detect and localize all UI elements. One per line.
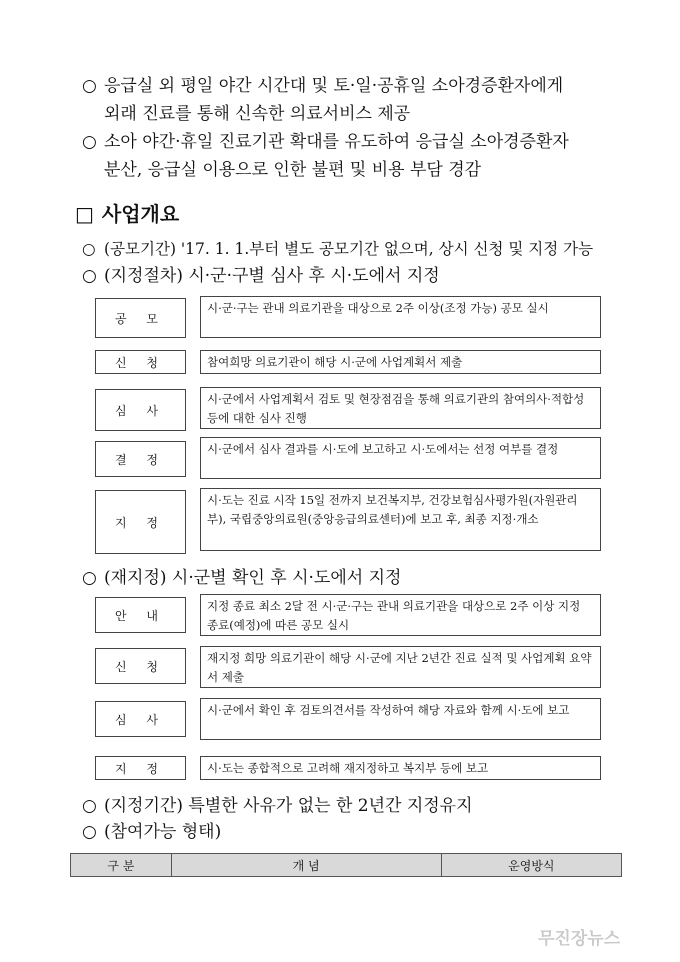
procedure-step-label: 심 사: [95, 389, 186, 431]
redesignation-step-desc: 재지정 희망 의료기관이 해당 시·군에 지난 2년간 진료 실적 및 사업계획 요약서 제출: [200, 646, 601, 688]
procedure-step-desc: 시·도는 진료 시작 15일 전까지 보건복지부, 건강보험심사평가원(자원관리부), 국립중앙의료원(중앙응급의료센터)에 보고 후, 최종 지정·개소: [200, 488, 601, 551]
procedure-heading-text: (지정절차) 시·군·구별 심사 후 시·도에서 지정: [104, 266, 440, 286]
participation-table-header: [70, 853, 622, 877]
circle-bullet-icon: ○: [82, 240, 96, 258]
redesignation-step-desc: 지정 종료 최소 2달 전 시·군·구는 관내 의료기관을 대상으로 2주 이상 지정 종료(예정)에 따른 공모 실시: [200, 594, 601, 636]
circle-bullet-icon: ○: [82, 796, 97, 816]
watermark-text: 무진장뉴스: [538, 929, 621, 949]
section-heading: [75, 198, 179, 227]
circle-bullet-icon: ○: [82, 76, 97, 96]
procedure-step-label: 지 정: [95, 490, 186, 554]
procedure-step-desc: 시·군·구는 관내 의료기관을 대상으로 2주 이상(조정 가능) 공모 실시: [200, 296, 601, 338]
circle-bullet-icon: ○: [82, 568, 97, 588]
table-header-cell: 운영방식: [508, 858, 555, 873]
circle-bullet-icon: ○: [82, 822, 97, 842]
redesignation-step-desc: 시·군에서 확인 후 검토의견서를 작성하여 해당 자료와 함께 시·도에 보고: [200, 698, 601, 740]
redesignation-heading-text: (재지정) 시·군별 확인 후 시·도에서 지정: [104, 568, 402, 588]
circle-bullet-icon: ○: [82, 132, 97, 152]
redesignation-step-label: 신 청: [95, 648, 186, 684]
intro-line: 외래 진료를 통해 신속한 의료서비스 제공: [104, 104, 411, 124]
procedure-step-desc: 참여희망 의료기관이 해당 시·군에 사업계획서 제출: [200, 350, 601, 374]
redesignation-step-label: 심 사: [95, 701, 186, 737]
procedure-step-label: 신 청: [95, 350, 186, 374]
redesignation-heading: [82, 564, 401, 592]
participation-type: [82, 818, 221, 846]
circle-bullet-icon: ○: [82, 266, 97, 286]
intro-line: 소아 야간·휴일 진료기관 확대를 유도하여 응급실 소아경증환자: [104, 132, 569, 152]
intro-line: 응급실 외 평일 야간 시간대 및 토·일·공휴일 소아경증환자에게: [104, 76, 564, 96]
designation-period: [82, 792, 473, 820]
recruit-period: [82, 235, 593, 263]
procedure-step-desc: 시·군에서 심사 결과를 시·도에 보고하고 시·도에서는 선정 여부를 결정: [200, 437, 601, 479]
period-text: (지정기간) 특별한 사유가 없는 한 2년간 지정유지: [104, 796, 473, 816]
square-bullet-icon: □: [75, 202, 94, 226]
procedure-step-label: 공 모: [95, 298, 186, 338]
redesignation-step-label: 안 내: [95, 597, 186, 633]
redesignation-step-label: 지 정: [95, 756, 186, 780]
participation-text: (참여가능 형태): [104, 822, 222, 842]
section-title: 사업개요: [101, 202, 180, 226]
table-header-cell: 구 분: [71, 854, 172, 876]
intro-paragraph-2: [82, 128, 622, 184]
procedure-heading: [82, 262, 440, 290]
redesignation-step-desc: 시·도는 종합적으로 고려해 재지정하고 복지부 등에 보고: [200, 756, 601, 780]
table-header-cell: 개 념: [172, 854, 442, 876]
watermark-logo: [538, 924, 620, 949]
recruit-text: (공모기간) '17. 1. 1.부터 별도 공모기간 없으며, 상시 신청 및 지정 가능: [104, 240, 594, 258]
procedure-step-desc: 시·군에서 사업계획서 검토 및 현장점검을 통해 의료기관의 참여의사·적합성 등에 대한 심사 진행: [200, 387, 601, 429]
procedure-step-label: 결 정: [95, 441, 186, 477]
intro-paragraph-1: [82, 72, 622, 128]
intro-line: 분산, 응급실 이용으로 인한 불편 및 비용 부담 경감: [104, 160, 482, 180]
